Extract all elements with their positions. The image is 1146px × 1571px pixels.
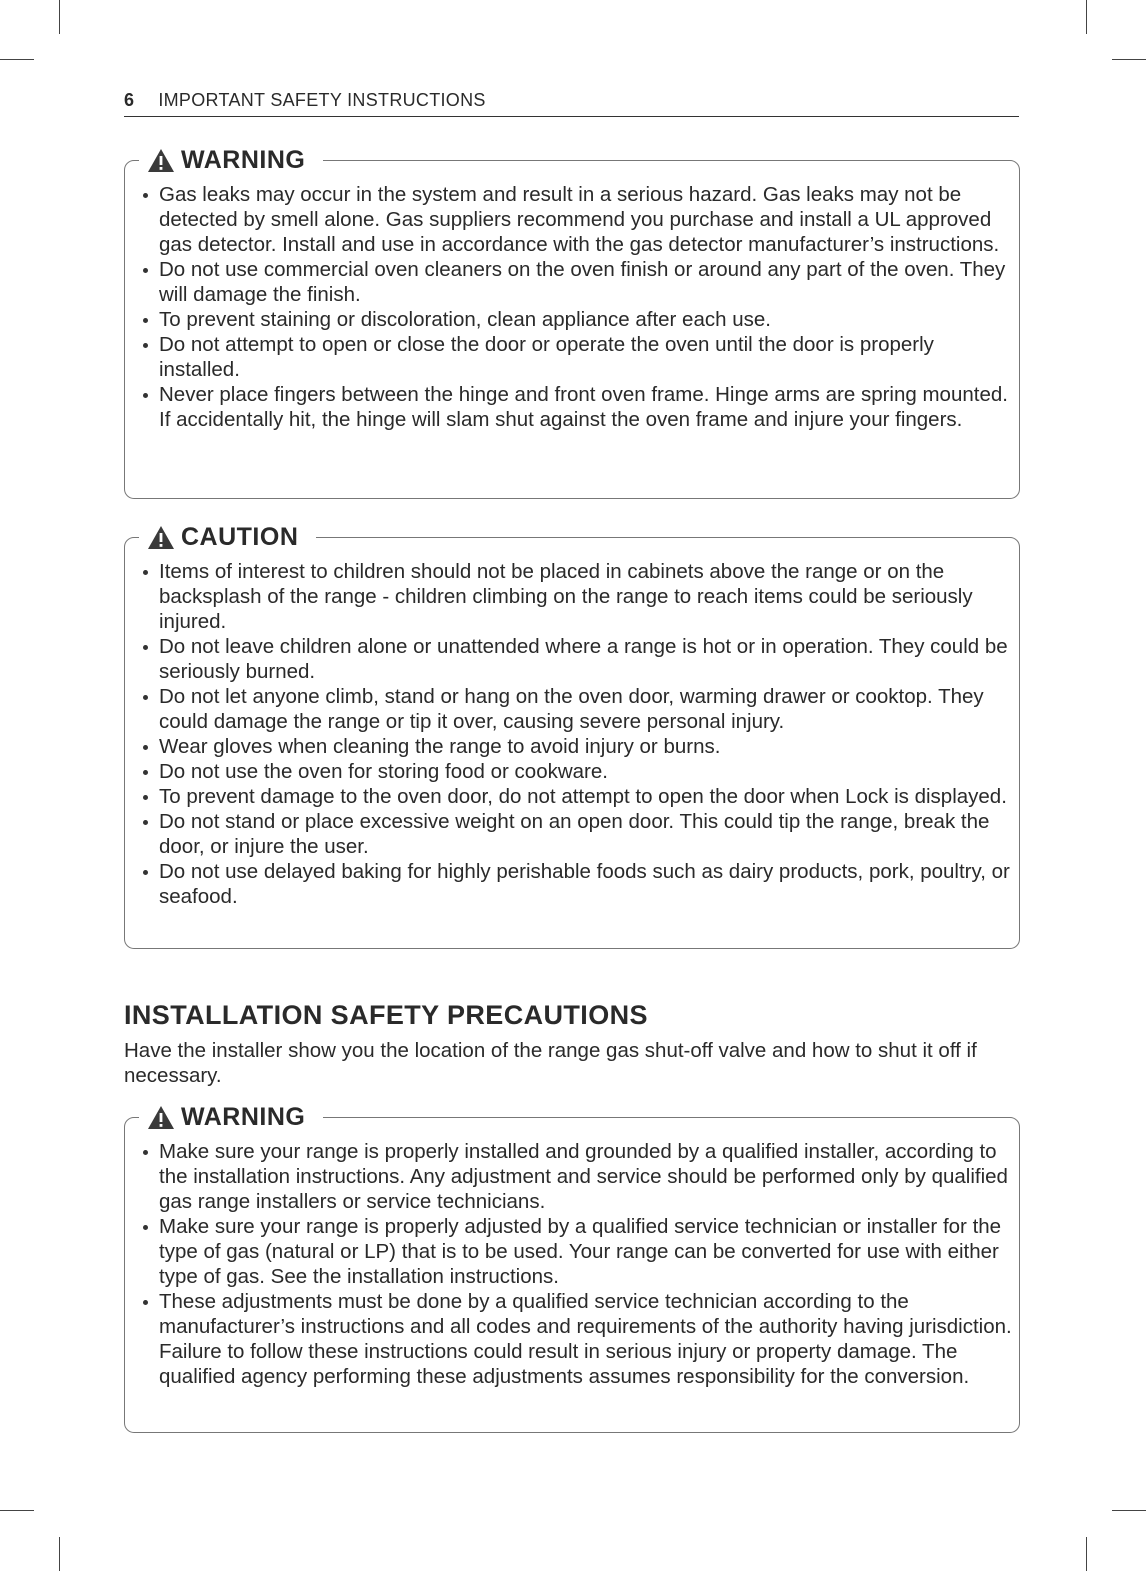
- list-item: Never place fingers between the hinge and front oven frame. Hinge arms are spring mounted. If accidentally hit, the hinge will slam shut against the oven frame and injure your fingers.: [139, 382, 1013, 432]
- list-item: Do not leave children alone or unattended where a range is hot or in operation. They could be seriously burned.: [139, 634, 1013, 684]
- warning-triangle-icon: [147, 1105, 175, 1130]
- list-item: Make sure your range is properly installed and grounded by a qualified installer, according to the installation instructions. Any adjustment and service should be performed only by qualified gas range installers or service technicians.: [139, 1139, 1013, 1214]
- page-header: [124, 90, 1019, 117]
- caution-heading: [139, 519, 316, 555]
- crop-mark: [0, 1510, 34, 1511]
- caution-box: [124, 522, 1020, 949]
- warning-title: WARNING: [181, 1102, 306, 1131]
- list-item: Items of interest to children should not be placed in cabinets above the range or on the backsplash of the range - children climbing on the range to reach items could be seriously injured.: [139, 559, 1013, 634]
- warning-triangle-icon: [147, 148, 175, 173]
- list-item: Do not use delayed baking for highly perishable foods such as dairy products, pork, poultry, or seafood.: [139, 859, 1013, 909]
- list-item: To prevent damage to the oven door, do not attempt to open the door when Lock is displayed.: [139, 784, 1013, 809]
- page-number: 6: [124, 90, 135, 110]
- list-item: Do not use commercial oven cleaners on the oven finish or around any part of the oven. They will damage the finish.: [139, 257, 1013, 307]
- section-intro: Have the installer show you the location of the range gas shut-off valve and how to shut it off if necessary.: [124, 1039, 977, 1087]
- crop-mark: [1086, 1537, 1087, 1571]
- warning-title: WARNING: [181, 145, 306, 174]
- list-item: Wear gloves when cleaning the range to avoid injury or burns.: [139, 734, 1013, 759]
- caution-title: CAUTION: [181, 522, 299, 551]
- list-item: Do not let anyone climb, stand or hang on the oven door, warming drawer or cooktop. They could damage the range or tip it over, causing severe personal injury.: [139, 684, 1013, 734]
- crop-mark: [59, 0, 60, 34]
- warning-triangle-icon: [147, 525, 175, 550]
- crop-mark: [1086, 0, 1087, 34]
- list-item: Gas leaks may occur in the system and result in a serious hazard. Gas leaks may not be detected by smell alone. Gas suppliers recommend you purchase and install a UL approved gas detector. Install and use in accordance with the gas detector manufacturer’s instructions.: [139, 182, 1013, 257]
- crop-mark: [1112, 59, 1146, 60]
- list-item: Do not attempt to open or close the door or operate the oven until the door is properly installed.: [139, 332, 1013, 382]
- list-item: Do not use the oven for storing food or cookware.: [139, 759, 1013, 784]
- crop-mark: [0, 59, 34, 60]
- list-item: To prevent staining or discoloration, clean appliance after each use.: [139, 307, 1013, 332]
- section-title: INSTALLATION SAFETY PRECAUTIONS: [124, 1000, 648, 1030]
- crop-mark: [1112, 1510, 1146, 1511]
- warning-box: [124, 1102, 1020, 1433]
- list-item: Make sure your range is properly adjusted by a qualified service technician or installer for the type of gas (natural or LP) that is to be used. Your range can be converted for use with either type of gas. See the installation instructions.: [139, 1214, 1013, 1289]
- crop-mark: [59, 1537, 60, 1571]
- warning-heading: [139, 1099, 323, 1135]
- list-item: Do not stand or place excessive weight on an open door. This could tip the range, break the door, or injure the user.: [139, 809, 1013, 859]
- header-title: IMPORTANT SAFETY INSTRUCTIONS: [158, 90, 486, 110]
- warning-heading: [139, 142, 323, 178]
- list-item: These adjustments must be done by a qualified service technician according to the manufacturer’s instructions and all codes and requirements of the authority having jurisdiction. Failure to follow these instructions could result in serious injury or property damage. The qualified agency performing these adjustments assumes responsibility for the conversion.: [139, 1289, 1013, 1389]
- warning-box: [124, 145, 1020, 499]
